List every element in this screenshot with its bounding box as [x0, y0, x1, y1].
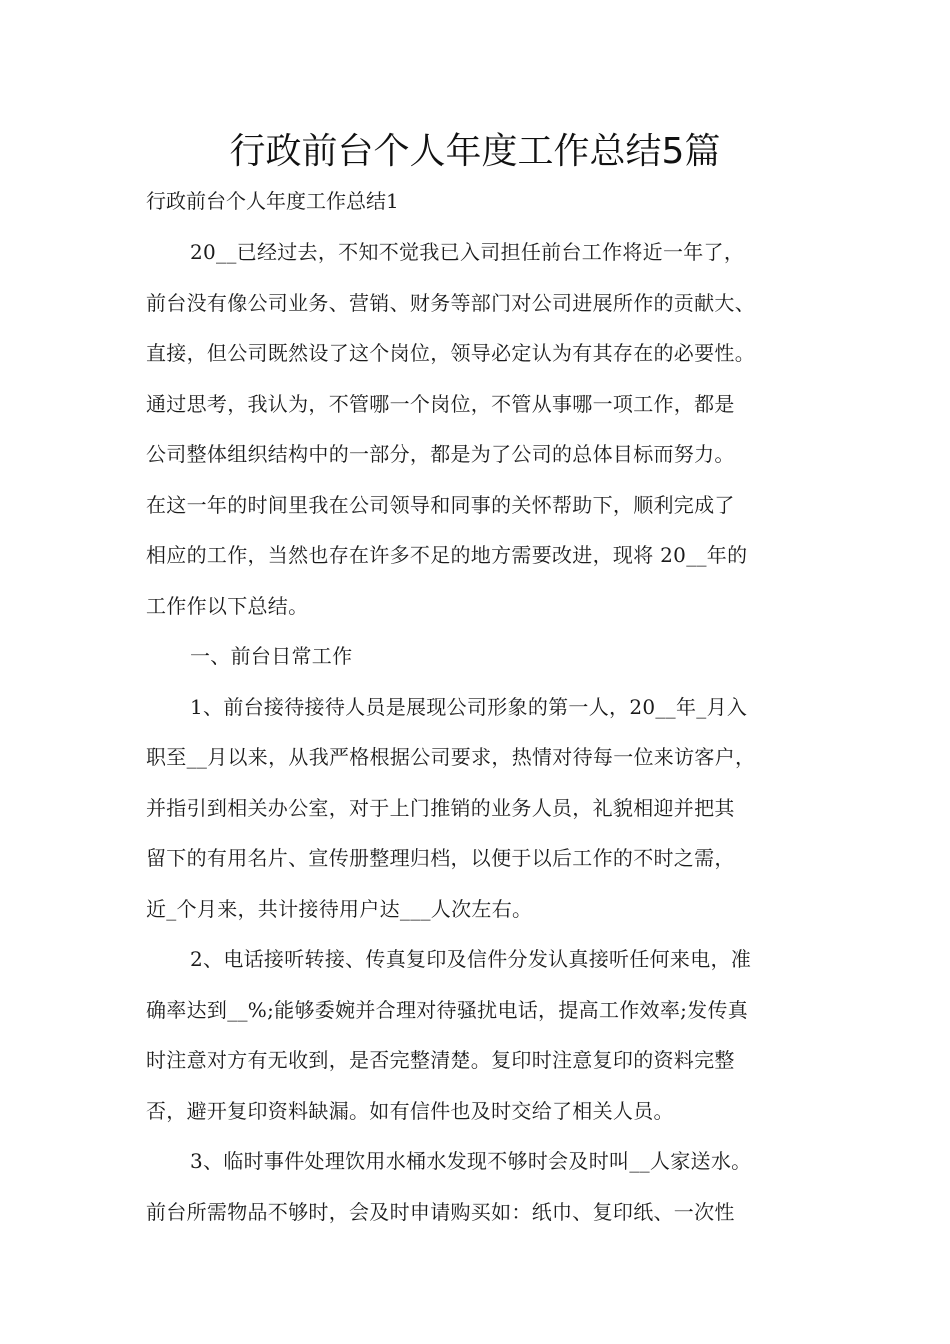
- paragraph-line: 时注意对方有无收到，是否完整清楚。复印时注意复印的资料完整: [146, 1048, 735, 1072]
- section-heading: 一、前台日常工作: [190, 644, 353, 668]
- paragraph-line: 2、电话接听转接、传真复印及信件分发认真接听任何来电，准: [190, 947, 752, 971]
- paragraph-line: 留下的有用名片、宣传册整理归档，以便于以后工作的不时之需，: [146, 846, 735, 870]
- paragraph-line: 并指引到相关办公室，对于上门推销的业务人员，礼貌相迎并把其: [146, 795, 735, 820]
- paragraph-line: 在这一年的时间里我在公司领导和同事的关怀帮助下，顺利完成了: [146, 492, 735, 517]
- document-subtitle: 行政前台个人年度工作总结1: [146, 189, 399, 213]
- document-body: [146, 232, 826, 1242]
- paragraph-line: 直接，但公司既然设了这个岗位，领导必定认为有其存在的必要性。: [146, 341, 755, 365]
- paragraph-line: 确率达到__%;能够委婉并合理对待骚扰电话，提高工作效率;发传真: [146, 997, 749, 1022]
- paragraph-line: 3、临时事件处理饮用水桶水发现不够时会及时叫__人家送水。: [190, 1149, 752, 1173]
- paragraph-line: 工作作以下总结。: [146, 593, 309, 618]
- paragraph-line: 相应的工作，当然也存在许多不足的地方需要改进，现将 20__年的: [146, 543, 748, 567]
- paragraph-line: 前台没有像公司业务、营销、财务等部门对公司进展所作的贡献大、: [146, 290, 755, 315]
- paragraph-line: 前台所需物品不够时，会及时申请购买如：纸巾、复印纸、一次性: [146, 1199, 735, 1224]
- paragraph-line: 公司整体组织结构中的一部分，都是为了公司的总体目标而努力。: [146, 442, 735, 466]
- paragraph-line: 否，避开复印资料缺漏。如有信件也及时交给了相关人员。: [146, 1098, 674, 1123]
- paragraph-line: 20__已经过去，不知不觉我已入司担任前台工作将近一年了，: [190, 240, 745, 264]
- paragraph-line: 通过思考，我认为，不管哪一个岗位，不管从事哪一项工作，都是: [146, 391, 735, 416]
- paragraph-line: 职至__月以来，从我严格根据公司要求，热情对待每一位来访客户，: [146, 745, 756, 769]
- document-title: 行政前台个人年度工作总结5篇: [229, 131, 721, 172]
- paragraph-line: 1、前台接待接待人员是展现公司形象的第一人，20__年_月入: [190, 694, 748, 719]
- paragraph-line: 近_个月来，共计接待用户达___人次左右。: [146, 896, 533, 921]
